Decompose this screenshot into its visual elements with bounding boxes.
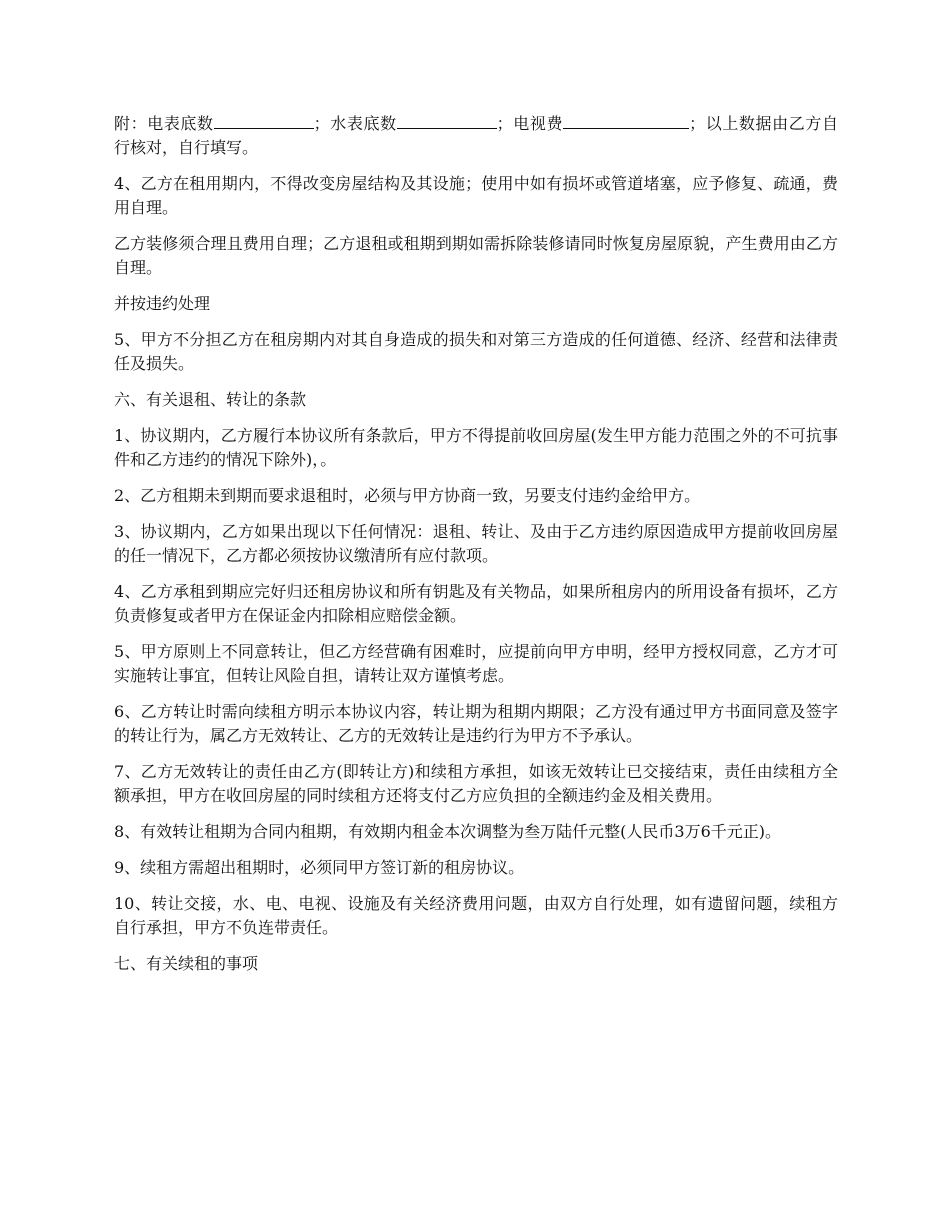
paragraph: 3、协议期内，乙方如果出现以下任何情况：退租、转让、及由于乙方违约原因造成甲方提前收回房屋的任一情况下，乙方都必须按协议缴清所有应付款项。 (114, 522, 838, 565)
paragraph: 1、协议期内，乙方履行本协议所有条款后，甲方不得提前收回房屋(发生甲方能力范围之外的不可抗事件和乙方违约的情况下除外)，。 (114, 426, 838, 469)
paragraph: 7、乙方无效转让的责任由乙方(即转让方)和续租方承担，如该无效转让已交接结束，责任由续租方全额承担，甲方在收回房屋的同时续租方还将支付乙方应负担的全额违约金及相关费用。 (114, 762, 838, 805)
paragraph: 9、续租方需超出租期时，必须同甲方签订新的租房协议。 (114, 858, 525, 877)
water-meter-blank (397, 110, 497, 129)
meter-reading-paragraph (114, 110, 838, 160)
section-heading: 七、有关续租的事项 (114, 954, 259, 973)
document-page (114, 110, 838, 988)
meter-note: ；以上数据由乙方自行核对，自行填写。 (114, 114, 838, 157)
paragraph: 4、乙方承租到期应完好归还租房协议和所有钥匙及有关物品，如果所租房内的所用设备有损坏，乙方负责修复或者甲方在保证金内扣除相应赔偿金额。 (114, 582, 838, 625)
paragraph: 2、乙方租期未到期而要求退租时，必须与甲方协商一致，另要支付违约金给甲方。 (114, 486, 701, 505)
electric-meter-blank (214, 110, 314, 129)
paragraph: 4、乙方在租用期内，不得改变房屋结构及其设施；使用中如有损坏或管道堵塞，应予修复、疏通，费用自理。 (114, 174, 838, 217)
electric-meter-label: 附：电表底数 (114, 114, 214, 133)
water-meter-label: ；水表底数 (313, 114, 397, 133)
paragraph: 8、有效转让租期为合同内租期，有效期内租金本次调整为叁万陆仟元整(人民币3万6千元正)。 (114, 822, 782, 841)
paragraph: 10、转让交接，水、电、电视、设施及有关经济费用问题，由双方自行处理，如有遗留问题，续租方自行承担，甲方不负连带责任。 (114, 894, 838, 937)
section-heading: 六、有关退租、转让的条款 (114, 390, 307, 409)
paragraph: 乙方装修须合理且费用自理；乙方退租或租期到期如需拆除装修请同时恢复房屋原貌，产生费用由乙方自理。 (114, 234, 838, 277)
paragraph: 6、乙方转让时需向续租方明示本协议内容，转让期为租期内期限；乙方没有通过甲方书面同意及签字的转让行为，属乙方无效转让、乙方的无效转让是违约行为甲方不予承认。 (114, 702, 838, 745)
tv-fee-label: ；电视费 (496, 114, 564, 133)
paragraph: 并按违约处理 (114, 294, 211, 313)
tv-fee-blank (563, 110, 689, 129)
paragraph: 5、甲方原则上不同意转让，但乙方经营确有困难时，应提前向甲方申明，经甲方授权同意，乙方才可实施转让事宜，但转让风险自担，请转让双方谨慎考虑。 (114, 642, 838, 685)
paragraph: 5、甲方不分担乙方在租房期内对其自身造成的损失和对第三方造成的任何道德、经济、经营和法律责任及损失。 (114, 330, 838, 373)
